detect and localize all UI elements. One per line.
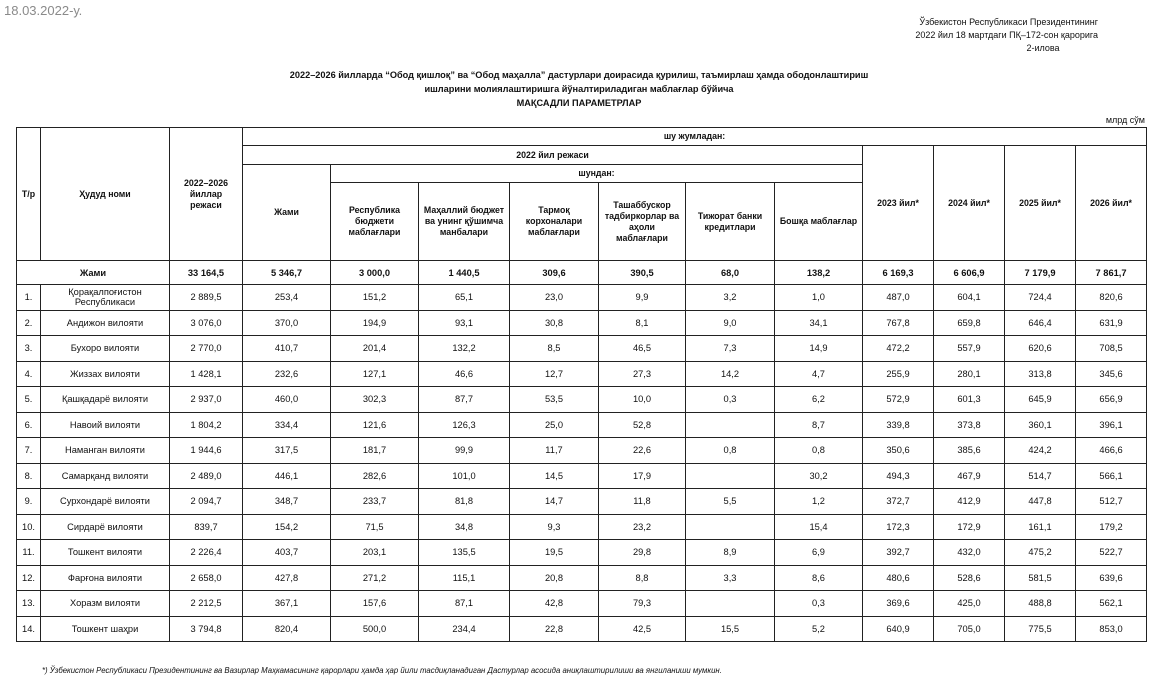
value-cell: 271,2 — [331, 565, 419, 591]
value-cell: 20,8 — [510, 565, 599, 591]
value-cell: 528,6 — [934, 565, 1005, 591]
value-cell: 14,2 — [686, 361, 775, 387]
value-cell: 302,3 — [331, 387, 419, 413]
value-cell: 181,7 — [331, 438, 419, 464]
value-cell: 820,6 — [1076, 285, 1147, 311]
row-number: 9. — [17, 489, 41, 515]
value-cell: 172,3 — [863, 514, 934, 540]
total-cell: 5 346,7 — [243, 261, 331, 285]
value-cell: 494,3 — [863, 463, 934, 489]
value-cell: 2 937,0 — [170, 387, 243, 413]
value-cell: 566,1 — [1076, 463, 1147, 489]
row-number: 1. — [17, 285, 41, 311]
row-number: 14. — [17, 616, 41, 642]
value-cell: 2 658,0 — [170, 565, 243, 591]
header-plan-2022: 2022 йил режаси — [243, 146, 863, 165]
row-number: 6. — [17, 412, 41, 438]
value-cell: 640,9 — [863, 616, 934, 642]
value-cell: 512,7 — [1076, 489, 1147, 515]
value-cell: 500,0 — [331, 616, 419, 642]
total-cell: 7 861,7 — [1076, 261, 1147, 285]
value-cell: 0,8 — [775, 438, 863, 464]
table-row — [17, 387, 1147, 413]
value-cell — [686, 591, 775, 617]
value-cell: 234,4 — [419, 616, 510, 642]
region-name: Андижон вилояти — [41, 310, 170, 336]
value-cell: 53,5 — [510, 387, 599, 413]
value-cell: 87,1 — [419, 591, 510, 617]
value-cell: 1,0 — [775, 285, 863, 311]
value-cell: 639,6 — [1076, 565, 1147, 591]
value-cell: 0,3 — [775, 591, 863, 617]
unit-label: млрд сўм — [1105, 115, 1145, 125]
value-cell: 2 212,5 — [170, 591, 243, 617]
value-cell: 253,4 — [243, 285, 331, 311]
header-including: шу жумладан: — [243, 128, 1147, 146]
value-cell: 3,2 — [686, 285, 775, 311]
table-row — [17, 285, 1147, 311]
value-cell: 34,1 — [775, 310, 863, 336]
date-stamp: 18.03.2022-у. — [4, 3, 83, 18]
header-local-budget: Маҳаллий бюджет ва унинг қўшимча манбалари — [419, 183, 510, 261]
value-cell: 25,0 — [510, 412, 599, 438]
value-cell: 3 794,8 — [170, 616, 243, 642]
row-number: 12. — [17, 565, 41, 591]
value-cell: 22,8 — [510, 616, 599, 642]
value-cell: 233,7 — [331, 489, 419, 515]
value-cell: 427,8 — [243, 565, 331, 591]
region-name: Наманган вилояти — [41, 438, 170, 464]
value-cell: 115,1 — [419, 565, 510, 591]
table-row — [17, 514, 1147, 540]
header-plan: 2022–2026 йиллар режаси — [170, 128, 243, 261]
value-cell: 472,2 — [863, 336, 934, 362]
value-cell: 460,0 — [243, 387, 331, 413]
value-cell: 367,1 — [243, 591, 331, 617]
value-cell: 17,9 — [599, 463, 686, 489]
value-cell: 467,9 — [934, 463, 1005, 489]
region-name: Хоразм вилояти — [41, 591, 170, 617]
value-cell: 317,5 — [243, 438, 331, 464]
value-cell: 8,9 — [686, 540, 775, 566]
table-row — [17, 310, 1147, 336]
value-cell: 1 428,1 — [170, 361, 243, 387]
value-cell: 410,7 — [243, 336, 331, 362]
value-cell: 11,8 — [599, 489, 686, 515]
header-2024: 2024 йил* — [934, 146, 1005, 261]
value-cell: 42,5 — [599, 616, 686, 642]
header-republic-budget: Республика бюджети маблағлари — [331, 183, 419, 261]
value-cell: 161,1 — [1005, 514, 1076, 540]
value-cell: 23,0 — [510, 285, 599, 311]
region-name: Навоий вилояти — [41, 412, 170, 438]
value-cell: 46,5 — [599, 336, 686, 362]
value-cell: 2 226,4 — [170, 540, 243, 566]
value-cell: 172,9 — [934, 514, 1005, 540]
value-cell: 71,5 — [331, 514, 419, 540]
value-cell: 34,8 — [419, 514, 510, 540]
value-cell — [686, 514, 775, 540]
table-row — [17, 412, 1147, 438]
region-name: Тошкент шаҳри — [41, 616, 170, 642]
value-cell: 487,0 — [863, 285, 934, 311]
total-row — [17, 261, 1147, 285]
value-cell: 157,6 — [331, 591, 419, 617]
value-cell: 255,9 — [863, 361, 934, 387]
table-row — [17, 336, 1147, 362]
table-body — [17, 261, 1147, 642]
region-name: Қашқадарё вилояти — [41, 387, 170, 413]
row-number: 3. — [17, 336, 41, 362]
title-line-2: ишларини молиялаштиришга йўналтириладиган маблағлар бўйича — [424, 84, 734, 94]
table-row — [17, 565, 1147, 591]
total-cell: 6 606,9 — [934, 261, 1005, 285]
header-of-which: шундан: — [331, 165, 863, 183]
value-cell: 179,2 — [1076, 514, 1147, 540]
value-cell: 369,6 — [863, 591, 934, 617]
value-cell: 14,5 — [510, 463, 599, 489]
value-cell: 8,8 — [599, 565, 686, 591]
value-cell: 370,0 — [243, 310, 331, 336]
value-cell: 8,6 — [775, 565, 863, 591]
value-cell: 9,9 — [599, 285, 686, 311]
value-cell: 126,3 — [419, 412, 510, 438]
value-cell: 11,7 — [510, 438, 599, 464]
table-row — [17, 616, 1147, 642]
value-cell: 5,2 — [775, 616, 863, 642]
header-region: Ҳудуд номи — [41, 128, 170, 261]
value-cell: 5,5 — [686, 489, 775, 515]
value-cell: 15,5 — [686, 616, 775, 642]
row-number: 2. — [17, 310, 41, 336]
total-cell: 7 179,9 — [1005, 261, 1076, 285]
value-cell: 14,7 — [510, 489, 599, 515]
value-cell: 557,9 — [934, 336, 1005, 362]
value-cell: 282,6 — [331, 463, 419, 489]
value-cell: 9,0 — [686, 310, 775, 336]
value-cell: 203,1 — [331, 540, 419, 566]
value-cell: 646,4 — [1005, 310, 1076, 336]
value-cell: 81,8 — [419, 489, 510, 515]
value-cell: 522,7 — [1076, 540, 1147, 566]
value-cell: 151,2 — [331, 285, 419, 311]
value-cell: 645,9 — [1005, 387, 1076, 413]
region-name: Тошкент вилояти — [41, 540, 170, 566]
value-cell: 396,1 — [1076, 412, 1147, 438]
value-cell: 2 094,7 — [170, 489, 243, 515]
value-cell: 631,9 — [1076, 310, 1147, 336]
row-number: 13. — [17, 591, 41, 617]
total-cell: 33 164,5 — [170, 261, 243, 285]
value-cell: 360,1 — [1005, 412, 1076, 438]
table-row — [17, 489, 1147, 515]
total-label: Жами — [17, 261, 170, 285]
value-cell: 30,2 — [775, 463, 863, 489]
region-name: Сурхондарё вилояти — [41, 489, 170, 515]
value-cell: 19,5 — [510, 540, 599, 566]
value-cell — [686, 463, 775, 489]
value-cell: 201,4 — [331, 336, 419, 362]
table-row — [17, 438, 1147, 464]
value-cell: 708,5 — [1076, 336, 1147, 362]
value-cell: 601,3 — [934, 387, 1005, 413]
value-cell: 446,1 — [243, 463, 331, 489]
value-cell: 79,3 — [599, 591, 686, 617]
value-cell: 572,9 — [863, 387, 934, 413]
total-cell: 68,0 — [686, 261, 775, 285]
value-cell: 350,6 — [863, 438, 934, 464]
value-cell: 232,6 — [243, 361, 331, 387]
total-cell: 3 000,0 — [331, 261, 419, 285]
value-cell: 656,9 — [1076, 387, 1147, 413]
value-cell: 514,7 — [1005, 463, 1076, 489]
value-cell: 2 770,0 — [170, 336, 243, 362]
value-cell: 392,7 — [863, 540, 934, 566]
value-cell: 604,1 — [934, 285, 1005, 311]
value-cell: 154,2 — [243, 514, 331, 540]
value-cell: 132,2 — [419, 336, 510, 362]
value-cell: 839,7 — [170, 514, 243, 540]
header-2025: 2025 йил* — [1005, 146, 1076, 261]
value-cell: 412,9 — [934, 489, 1005, 515]
value-cell: 403,7 — [243, 540, 331, 566]
reference-line-1: Ўзбекистон Республикаси Президентининг — [919, 17, 1098, 27]
value-cell: 135,5 — [419, 540, 510, 566]
header-2026: 2026 йил* — [1076, 146, 1147, 261]
value-cell: 30,8 — [510, 310, 599, 336]
value-cell: 52,8 — [599, 412, 686, 438]
header-2023: 2023 йил* — [863, 146, 934, 261]
total-cell: 390,5 — [599, 261, 686, 285]
value-cell: 820,4 — [243, 616, 331, 642]
value-cell: 488,8 — [1005, 591, 1076, 617]
region-name: Қорақалпоғистон Республикаси — [41, 285, 170, 311]
value-cell: 466,6 — [1076, 438, 1147, 464]
reference-line-2: 2022 йил 18 мартдаги ПҚ–172-сон қарорига — [915, 30, 1098, 40]
value-cell: 8,1 — [599, 310, 686, 336]
value-cell: 65,1 — [419, 285, 510, 311]
value-cell: 724,4 — [1005, 285, 1076, 311]
value-cell: 767,8 — [863, 310, 934, 336]
table-row — [17, 591, 1147, 617]
value-cell: 1 804,2 — [170, 412, 243, 438]
value-cell: 345,6 — [1076, 361, 1147, 387]
region-name: Фарғона вилояти — [41, 565, 170, 591]
value-cell: 581,5 — [1005, 565, 1076, 591]
value-cell: 385,6 — [934, 438, 1005, 464]
value-cell: 6,2 — [775, 387, 863, 413]
header-other: Бошқа маблағлар — [775, 183, 863, 261]
region-name: Бухоро вилояти — [41, 336, 170, 362]
total-cell: 309,6 — [510, 261, 599, 285]
row-number: 5. — [17, 387, 41, 413]
title-line-1: 2022–2026 йилларда “Обод қишлоқ” ва “Обод маҳалла” дастурлари доирасида қурилиш, таъмирлаш ҳамда ободонлаштириш — [289, 70, 869, 80]
value-cell: 705,0 — [934, 616, 1005, 642]
total-cell: 1 440,5 — [419, 261, 510, 285]
row-number: 7. — [17, 438, 41, 464]
value-cell: 23,2 — [599, 514, 686, 540]
value-cell: 2 889,5 — [170, 285, 243, 311]
value-cell: 7,3 — [686, 336, 775, 362]
value-cell: 475,2 — [1005, 540, 1076, 566]
value-cell: 1,2 — [775, 489, 863, 515]
table-row — [17, 463, 1147, 489]
reference-line-3: 2-илова — [1026, 43, 1060, 53]
value-cell: 480,6 — [863, 565, 934, 591]
row-number: 4. — [17, 361, 41, 387]
title-line-3: МАҚСАДЛИ ПАРАМЕТРЛАР — [516, 98, 642, 108]
value-cell: 9,3 — [510, 514, 599, 540]
value-cell: 121,6 — [331, 412, 419, 438]
value-cell: 127,1 — [331, 361, 419, 387]
value-cell: 280,1 — [934, 361, 1005, 387]
value-cell: 372,7 — [863, 489, 934, 515]
value-cell: 42,8 — [510, 591, 599, 617]
table-row — [17, 540, 1147, 566]
total-cell: 6 169,3 — [863, 261, 934, 285]
row-number: 11. — [17, 540, 41, 566]
value-cell: 620,6 — [1005, 336, 1076, 362]
value-cell: 46,6 — [419, 361, 510, 387]
header-total: Жами — [243, 165, 331, 261]
value-cell: 1 944,6 — [170, 438, 243, 464]
value-cell: 101,0 — [419, 463, 510, 489]
value-cell: 334,4 — [243, 412, 331, 438]
value-cell: 659,8 — [934, 310, 1005, 336]
value-cell: 93,1 — [419, 310, 510, 336]
value-cell: 425,0 — [934, 591, 1005, 617]
value-cell: 3 076,0 — [170, 310, 243, 336]
value-cell: 194,9 — [331, 310, 419, 336]
value-cell: 14,9 — [775, 336, 863, 362]
value-cell: 8,5 — [510, 336, 599, 362]
region-name: Самарқанд вилояти — [41, 463, 170, 489]
total-cell: 138,2 — [775, 261, 863, 285]
value-cell: 2 489,0 — [170, 463, 243, 489]
value-cell: 313,8 — [1005, 361, 1076, 387]
target-parameters-table — [16, 127, 1147, 642]
footnote: *) Ўзбекистон Республикаси Президентининг ва Вазирлар Маҳкамасининг қарорлари ҳамда ҳар йили тасдиқланадиган Дастурлар асосида аниқлаштирилиши ва янгиланиши мумкин. — [42, 666, 722, 675]
value-cell: 99,9 — [419, 438, 510, 464]
value-cell: 8,7 — [775, 412, 863, 438]
value-cell: 348,7 — [243, 489, 331, 515]
region-name: Жиззах вилояти — [41, 361, 170, 387]
value-cell: 853,0 — [1076, 616, 1147, 642]
value-cell: 0,3 — [686, 387, 775, 413]
value-cell: 22,6 — [599, 438, 686, 464]
value-cell: 27,3 — [599, 361, 686, 387]
value-cell: 775,5 — [1005, 616, 1076, 642]
row-number: 8. — [17, 463, 41, 489]
value-cell: 87,7 — [419, 387, 510, 413]
header-bank-credits: Тижорат банки кредитлари — [686, 183, 775, 261]
value-cell: 373,8 — [934, 412, 1005, 438]
value-cell: 6,9 — [775, 540, 863, 566]
region-name: Сирдарё вилояти — [41, 514, 170, 540]
header-initiative: Ташаббускор тадбиркорлар ва аҳоли маблағлари — [599, 183, 686, 261]
value-cell: 12,7 — [510, 361, 599, 387]
value-cell: 3,3 — [686, 565, 775, 591]
header-number: Т/р — [17, 128, 41, 261]
value-cell: 29,8 — [599, 540, 686, 566]
value-cell: 562,1 — [1076, 591, 1147, 617]
value-cell: 424,2 — [1005, 438, 1076, 464]
header-sector: Тармоқ корхоналари маблағлари — [510, 183, 599, 261]
value-cell — [686, 412, 775, 438]
value-cell: 0,8 — [686, 438, 775, 464]
table-row — [17, 361, 1147, 387]
value-cell: 4,7 — [775, 361, 863, 387]
value-cell: 447,8 — [1005, 489, 1076, 515]
row-number: 10. — [17, 514, 41, 540]
document-reference — [838, 16, 1098, 55]
value-cell: 339,8 — [863, 412, 934, 438]
value-cell: 15,4 — [775, 514, 863, 540]
value-cell: 432,0 — [934, 540, 1005, 566]
value-cell: 10,0 — [599, 387, 686, 413]
